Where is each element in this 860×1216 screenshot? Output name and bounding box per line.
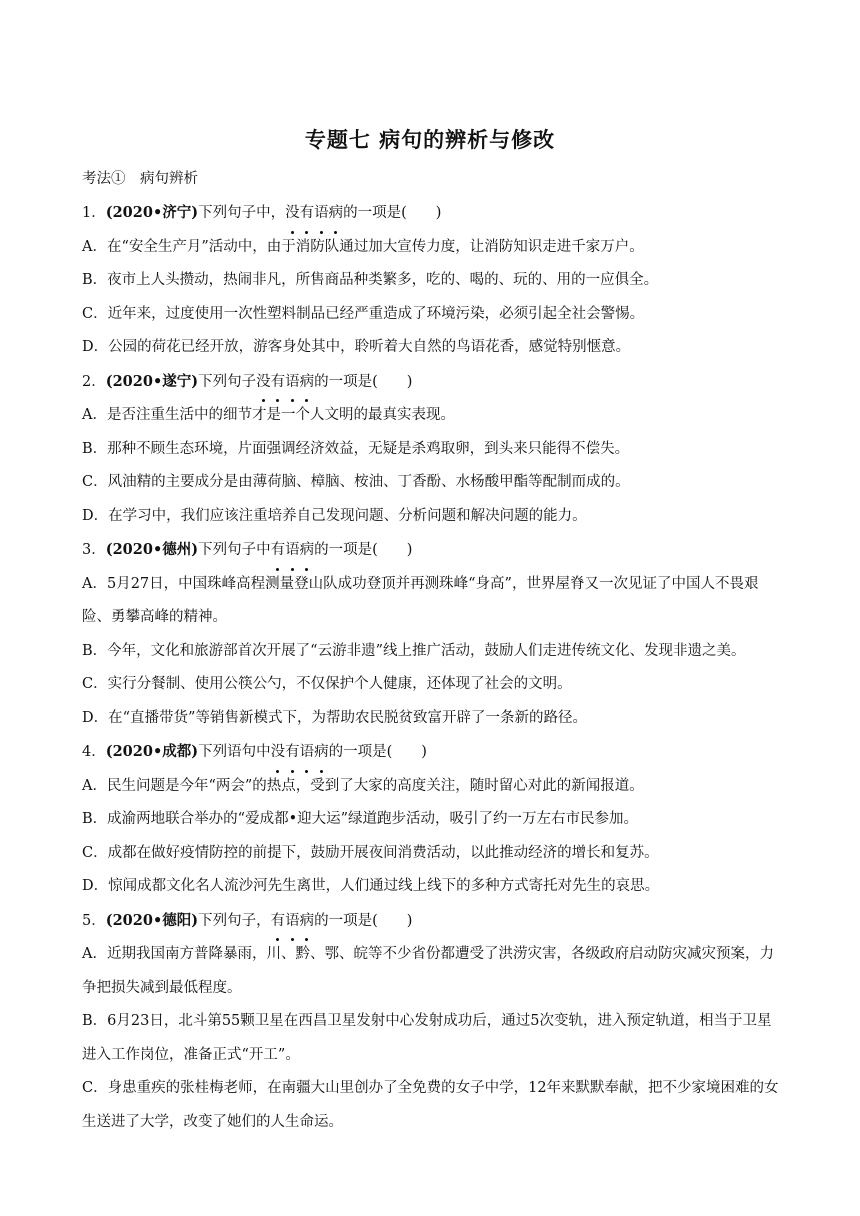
emphasis-dotted-char: 有: [285, 736, 300, 770]
question-source: (2020•济宁): [105, 204, 199, 221]
answer-option: A．在“安全生产月”活动中，由于消防队通过加大宣传力度，让消防知识走进千家万户。: [82, 238, 644, 255]
emphasis-dotted-char: 有: [271, 534, 286, 568]
question-source: (2020•德阳): [105, 911, 199, 929]
emphasis-dotted-char: 有: [271, 366, 286, 400]
emphasis-dotted-char: 病: [300, 905, 315, 939]
answer-option: A．5月27日，中国珠峰高程测量登山队成功登顶并再测珠峰“身高”，世界屋脊又一次见证了中国人不畏艰险、勇攀高峰的精神。: [82, 575, 759, 625]
question-number: 3．: [82, 542, 106, 558]
emphasis-dotted-char: 语: [285, 905, 300, 939]
emphasis-dotted-char: 有: [271, 905, 286, 939]
answer-option: C．身患重疾的张桂梅老师，在南疆大山里创办了全免费的女子中学，12年来默默奉献，把不少家境困难的女生送进了大学，改变了她们的人生命运。: [82, 1080, 779, 1130]
question-stem: [82, 196, 782, 231]
question-stem-text: 下列句子: [198, 373, 257, 390]
question-number: 2．: [82, 373, 106, 390]
answer-option: C．近年来，过度使用一次性塑料制品已经严重造成了环境污染，必须引起全社会警惕。: [82, 305, 645, 322]
question-stem: [82, 533, 782, 568]
answer-option: C．成都在做好疫情防控的前提下，鼓励开展夜间消费活动，以此推动经济的增长和复苏。: [82, 844, 659, 861]
answer-option: B．今年，文化和旅游部首次开展了“云游非遗”线上推广活动，鼓励人们走进传统文化、发现非遗之美。: [82, 642, 746, 659]
question-stem: [82, 365, 782, 400]
question-number: 1．: [82, 205, 106, 221]
question-stem-suffix: 的一项是( ): [328, 744, 427, 760]
question-source: (2020•遂宁): [105, 372, 199, 390]
question-stem-text: 下列句子中，: [198, 205, 286, 221]
answer-option: B．6月23日，北斗第55颗卫星在西昌卫星发射中心发射成功后，通过5次变轨，进入预定轨道，相当于卫星进入工作岗位，准备正式“开工”。: [82, 1013, 772, 1063]
question-list: [82, 196, 782, 1139]
question-stem-suffix: 的一项是( ): [314, 542, 413, 558]
answer-option: D．在“直播带货”等销售新模式下，为帮助农民脱贫致富开辟了一条新的路径。: [82, 709, 587, 726]
answer-option: B．夜市上人头攒动，热闹非凡，所售商品种类繁多，吃的、喝的、玩的、用的一应俱全。: [82, 272, 659, 288]
question-stem-suffix: 的一项是( ): [314, 912, 413, 929]
question-stem: [82, 904, 782, 939]
emphasis-dotted-char: 病: [314, 736, 329, 770]
question-number: 5．: [82, 912, 106, 929]
emphasis-dotted-char: 病: [300, 366, 315, 400]
answer-option: C．风油精的主要成分是由薄荷脑、樟脑、桉油、丁香酚、水杨酸甲酯等配制而成的。: [82, 474, 630, 490]
content-area: [82, 164, 782, 1139]
question-stem-text: 下列语句中: [198, 744, 271, 760]
answer-option: D．惊闻成都文化名人流沙河先生离世，人们通过线上线下的多种方式寄托对先生的哀思。: [82, 878, 660, 894]
section-heading: 考法① 病句辨析: [82, 171, 198, 187]
answer-option: B．成渝两地联合举办的“爱成都•迎大运”绿道跑步活动，吸引了约一万左右市民参加。: [82, 811, 639, 827]
question-stem-suffix: 的一项是( ): [343, 205, 442, 221]
answer-option: A．是否注重生活中的细节才是一个人文明的最真实表现。: [82, 407, 455, 423]
emphasis-dotted-char: 病: [329, 197, 344, 231]
answer-option: A．近期我国南方普降暴雨，川、黔、鄂、皖等不少省份都遭受了洪涝灾害，各级政府启动防灾减灾预案，力争把损失减到最低程度。: [82, 946, 774, 996]
page-title: 专题七 病句的辨析与修改: [304, 128, 556, 152]
answer-option: A．民生问题是今年“两会”的热点，受到了大家的高度关注，随时留心对此的新闻报道。: [82, 777, 644, 794]
answer-option: C．实行分餐制、使用公筷公勺，不仅保护个人健康，还体现了社会的文明。: [82, 676, 572, 692]
question-source: (2020•成都): [105, 743, 199, 760]
emphasis-dotted-char: 语: [285, 366, 300, 400]
answer-option: D．公园的荷花已经开放，游客身处其中，聆听着大自然的鸟语花香，感觉特别惬意。: [82, 339, 631, 355]
question-stem: [82, 735, 782, 770]
emphasis-dotted-char: 语: [314, 197, 329, 231]
question-number: 4．: [82, 744, 106, 760]
answer-option: D．在学习中，我们应该注重培养自己发现问题、分析问题和解决问题的能力。: [82, 507, 587, 524]
emphasis-dotted-char: 没: [271, 736, 286, 770]
emphasis-dotted-char: 语: [285, 534, 300, 568]
question-stem-suffix: 的一项是( ): [314, 373, 413, 390]
emphasis-dotted-char: 语: [300, 736, 315, 770]
question-source: (2020•德州): [105, 541, 199, 558]
emphasis-dotted-char: 没: [285, 197, 300, 231]
emphasis-dotted-char: 有: [300, 197, 315, 231]
emphasis-dotted-char: 病: [300, 534, 315, 568]
emphasis-dotted-char: 没: [256, 366, 271, 400]
question-stem-text: 下列句子，: [198, 912, 271, 929]
question-stem-text: 下列句子中: [198, 542, 271, 558]
answer-option: B．那种不顾生态环境，片面强调经济效益，无疑是杀鸡取卵，到头来只能得不偿失。: [82, 440, 630, 457]
